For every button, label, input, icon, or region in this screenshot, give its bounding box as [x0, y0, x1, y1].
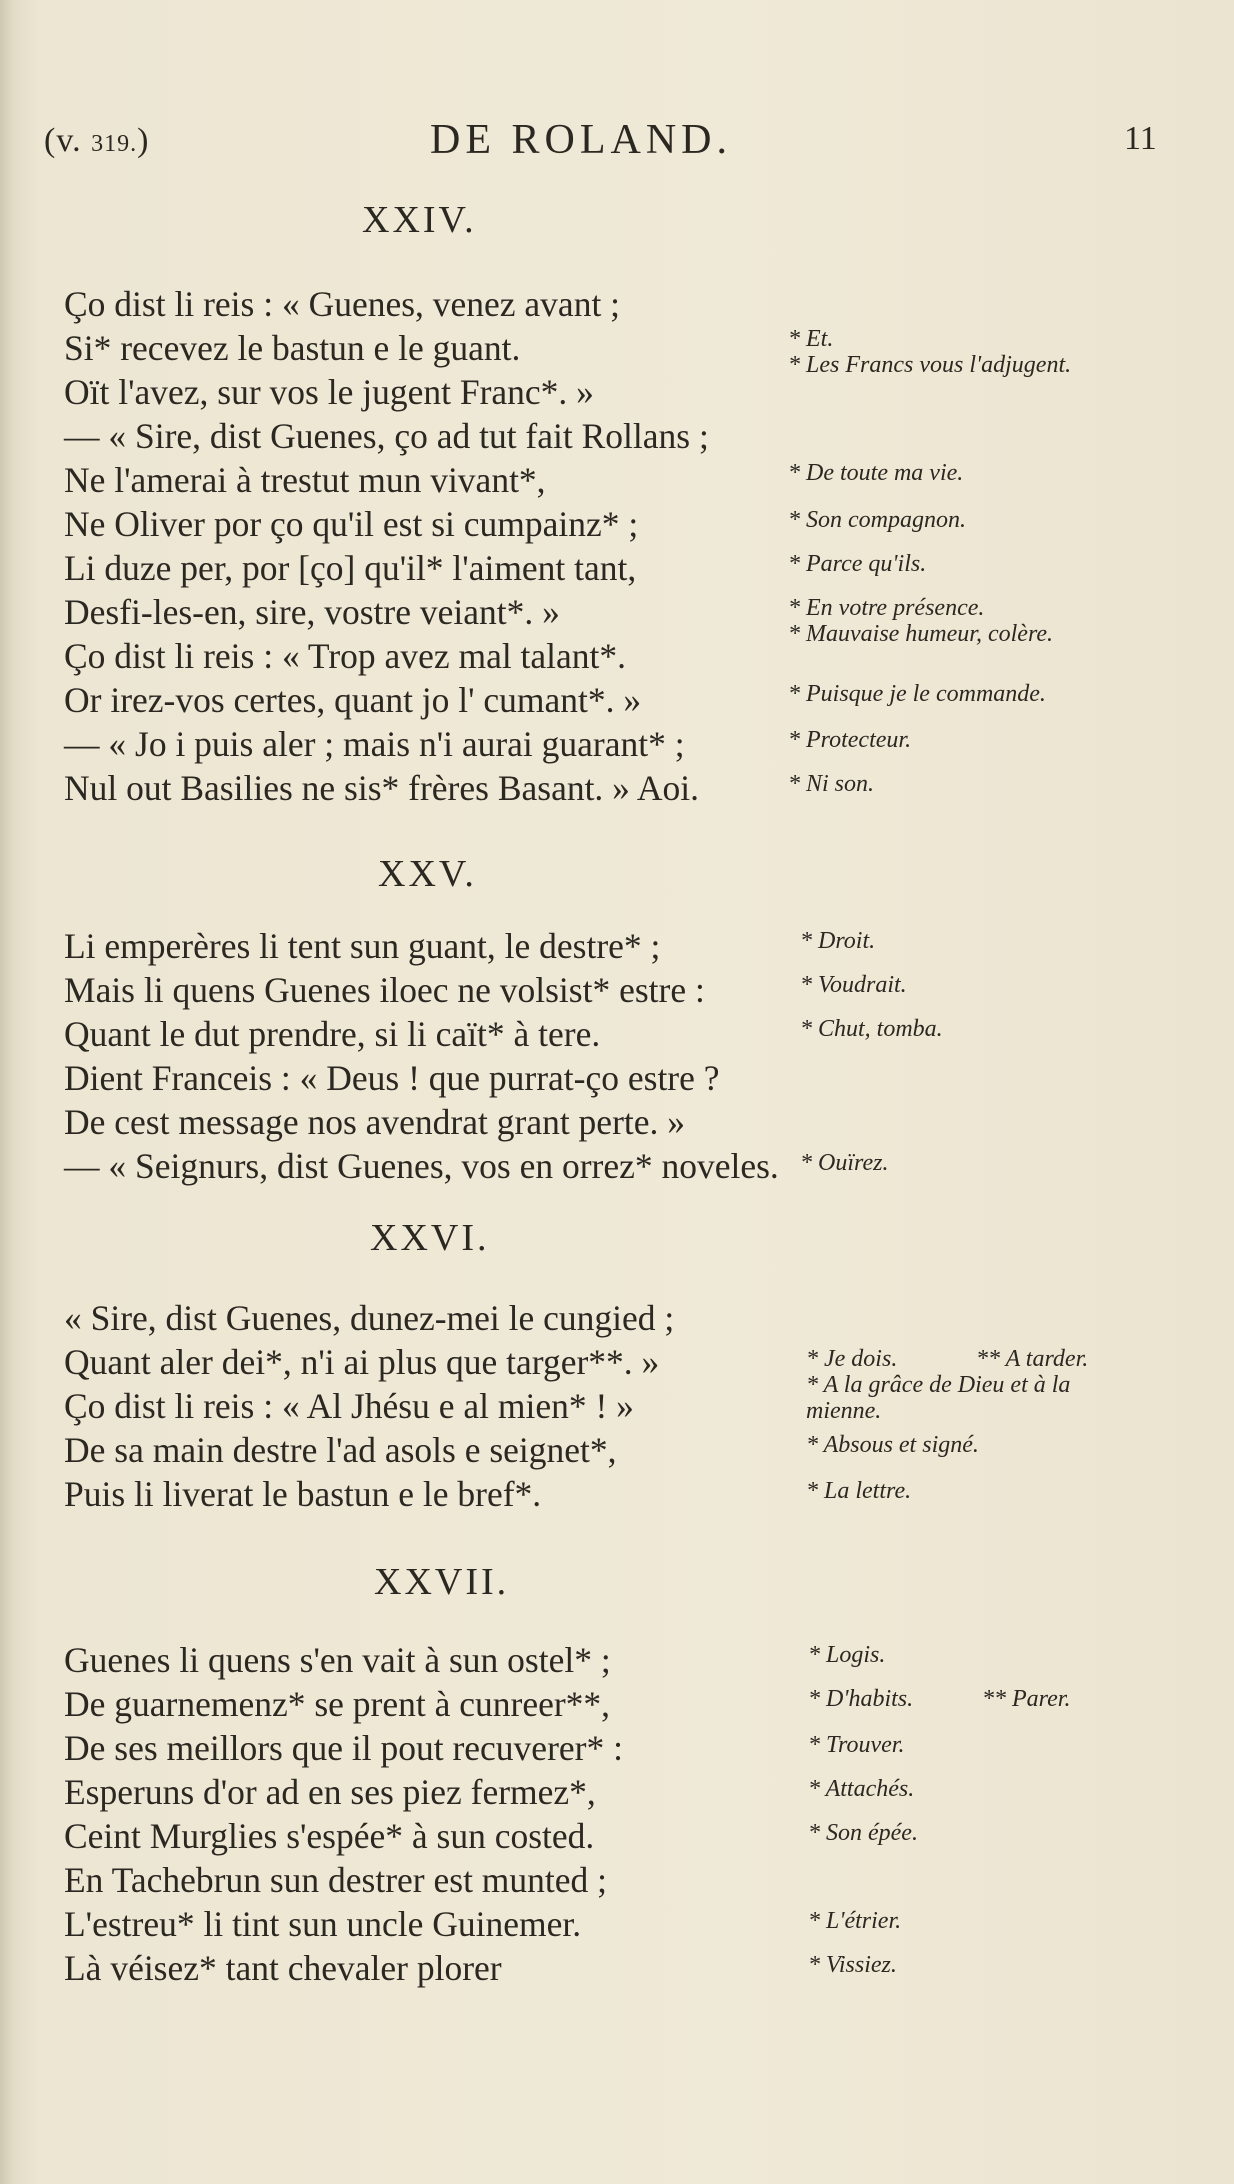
verse-line: De sa main destre l'ad asols e seignet*,: [64, 1430, 617, 1470]
running-title: DE ROLAND.: [430, 117, 732, 163]
section-title-xxvi: XXVI.: [370, 1217, 490, 1259]
verse-line: Mais li quens Guenes iloec ne volsist* estre :: [64, 970, 705, 1010]
verse-line: De guarnemenz* se prent à cunreer**,: [64, 1684, 611, 1724]
gloss-note: ** A tarder.: [976, 1346, 1089, 1372]
gloss-note: * Puisque je le commande.: [788, 681, 1046, 707]
gloss-note: * Absous et signé.: [806, 1432, 979, 1458]
gloss-note: * Son épée.: [808, 1820, 918, 1846]
verse-reference: (v. 319.): [44, 122, 150, 159]
verse-line: Si* recevez le bastun e le guant.: [64, 328, 521, 368]
verse-line: Dient Franceis : « Deus ! que purrat-ço estre ?: [64, 1058, 720, 1098]
gloss-note: * Son compagnon.: [788, 507, 966, 533]
verse-line: Esperuns d'or ad en ses piez fermez*,: [64, 1772, 596, 1812]
verse-line: « Sire, dist Guenes, dunez-mei le cungied ;: [64, 1298, 675, 1338]
gloss-note: * Protecteur.: [788, 727, 912, 753]
gloss-note: * Droit.: [800, 928, 876, 954]
gloss-note: * Ouïrez.: [800, 1150, 889, 1176]
gloss-note: * Parce qu'ils.: [788, 551, 927, 577]
gloss-note: * Les Francs vous l'adjugent.: [788, 352, 1072, 378]
verse-line: Li duze per, por [ço] qu'il* l'aiment tant,: [64, 548, 637, 588]
verse-line: Ço dist li reis : « Al Jhésu e al mien* ! »: [64, 1386, 634, 1426]
gloss-note: * Je dois.: [806, 1346, 898, 1372]
gloss-note: * De toute ma vie.: [788, 460, 964, 486]
gloss-note: * Logis.: [808, 1642, 886, 1668]
gloss-note: * Vissiez.: [808, 1952, 897, 1978]
gloss-note: * La lettre.: [806, 1478, 912, 1504]
verse-line: Ne l'amerai à trestut mun vivant*,: [64, 460, 546, 500]
verse-line: Ço dist li reis : « Guenes, venez avant ;: [64, 284, 621, 324]
verse-line: L'estreu* li tint sun uncle Guinemer.: [64, 1904, 582, 1944]
gloss-note: * Trouver.: [808, 1732, 905, 1758]
gloss-note: * Chut, tomba.: [800, 1016, 943, 1042]
verse-line: Oït l'avez, sur vos le jugent Franc*. »: [64, 372, 594, 412]
verse-line: Quant le dut prendre, si li caït* à tere.: [64, 1014, 601, 1054]
gloss-note: * Voudrait.: [800, 972, 907, 998]
verse-line: De ses meillors que il pout recuverer* :: [64, 1728, 623, 1768]
verse-line: — « Sire, dist Guenes, ço ad tut fait Rollans ;: [64, 416, 709, 456]
gloss-note: * A la grâce de Dieu et à la mienne.: [806, 1372, 1071, 1424]
verse-line: De cest message nos avendrat grant perte. »: [64, 1102, 686, 1142]
section-title-xxv: XXV.: [378, 853, 477, 895]
section-title-xxiv: XXIV.: [362, 199, 477, 241]
verse-line: Li emperères li tent sun guant, le destre* ;: [64, 926, 661, 966]
verse-line: — « Jo i puis aler ; mais n'i aurai guarant* ;: [64, 724, 685, 764]
verse-line: Nul out Basilies ne sis* frères Basant. » Aoi.: [64, 768, 699, 808]
verse-line: Là véisez* tant chevaler plorer: [64, 1948, 502, 1988]
verse-line: Puis li liverat le bastun e le bref*.: [64, 1474, 542, 1514]
gloss-note: ** Parer.: [982, 1686, 1071, 1712]
gloss-note: * Ni son.: [788, 771, 875, 797]
gloss-note: * D'habits.: [808, 1686, 914, 1712]
verse-line: — « Seignurs, dist Guenes, vos en orrez* noveles.: [64, 1146, 779, 1186]
gloss-note: * En votre présence.: [788, 595, 985, 621]
running-header: [0, 112, 1234, 162]
verse-line: Ceint Murglies s'espée* à sun costed.: [64, 1816, 595, 1856]
verse-line: Ne Oliver por ço qu'il est si cumpainz* ;: [64, 504, 639, 544]
section-title-xxvii: XXVII.: [374, 1561, 510, 1603]
verse-line: En Tachebrun sun destrer est munted ;: [64, 1860, 608, 1900]
gloss-note: * Attachés.: [808, 1776, 915, 1802]
verse-line: Quant aler dei*, n'i ai plus que targer**. »: [64, 1342, 660, 1382]
page-number: 11: [1124, 120, 1157, 157]
gloss-note: * Mauvaise humeur, colère.: [788, 621, 1054, 647]
verse-line: Or irez-vos certes, quant jo l' cumant*. »: [64, 680, 642, 720]
gloss-note: * Et.: [788, 326, 834, 352]
verse-line: Desfi-les-en, sire, vostre veiant*. »: [64, 592, 560, 632]
verse-line: Ço dist li reis : « Trop avez mal talant*.: [64, 636, 627, 676]
verse-line: Guenes li quens s'en vait à sun ostel* ;: [64, 1640, 611, 1680]
gloss-note: * L'étrier.: [808, 1908, 902, 1934]
